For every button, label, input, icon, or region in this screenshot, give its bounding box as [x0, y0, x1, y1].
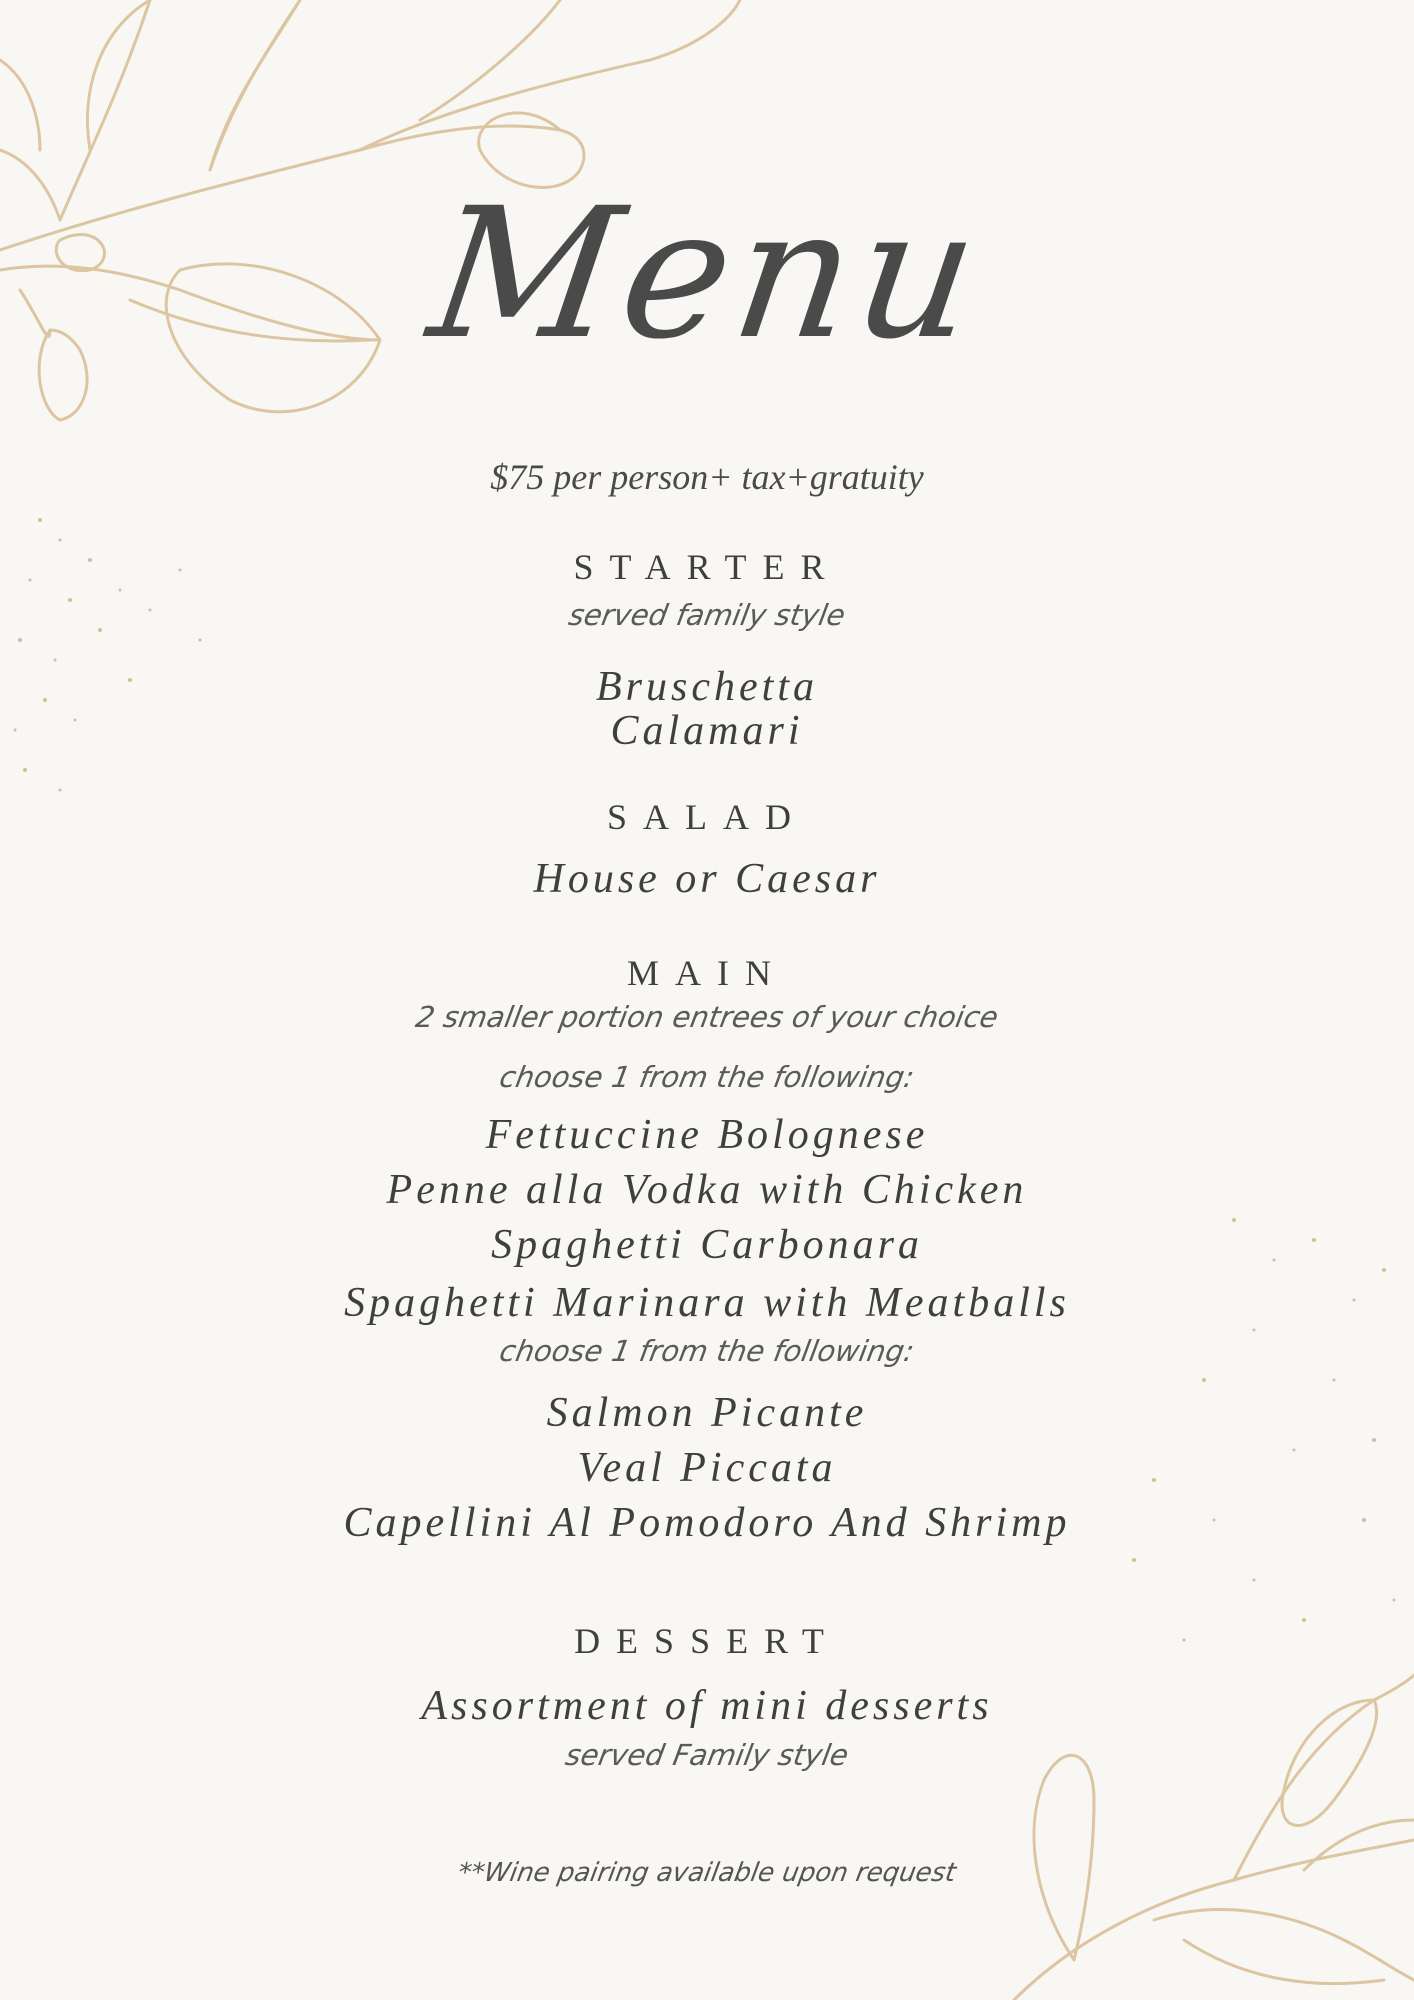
menu-item: Penne alla Vodka with Chicken — [386, 1167, 1028, 1213]
main-note: 2 smaller portion entrees of your choice — [413, 1000, 1001, 1034]
price-line: $75 per person+ tax+gratuity — [490, 457, 924, 497]
section-heading-main: MAIN — [627, 953, 787, 993]
menu-item: House or Caesar — [533, 856, 881, 902]
menu-item: Capellini Al Pomodoro And Shrimp — [343, 1500, 1071, 1546]
menu-item: Salmon Picante — [546, 1390, 868, 1436]
main-group1-label: choose 1 from the following: — [497, 1060, 917, 1094]
menu-item: Spaghetti Marinara with Meatballs — [344, 1280, 1070, 1326]
wine-pairing-note: **Wine pairing available upon request — [455, 1858, 959, 1888]
menu-item: Bruschetta — [596, 664, 818, 710]
menu-item: Fettuccine Bolognese — [485, 1112, 929, 1158]
dessert-note: served Family style — [562, 1738, 852, 1772]
menu-item: Spaghetti Carbonara — [491, 1222, 923, 1268]
section-heading-starter: STARTER — [573, 547, 841, 587]
section-heading-dessert: DESSERT — [574, 1621, 840, 1661]
section-heading-salad: SALAD — [606, 797, 807, 837]
menu-item: Veal Piccata — [577, 1445, 837, 1491]
starter-note: served family style — [566, 598, 848, 632]
menu-item: Calamari — [610, 708, 804, 754]
menu-title: Menu — [419, 170, 996, 379]
menu-item: Assortment of mini desserts — [421, 1683, 993, 1729]
main-group2-label: choose 1 from the following: — [497, 1334, 917, 1368]
